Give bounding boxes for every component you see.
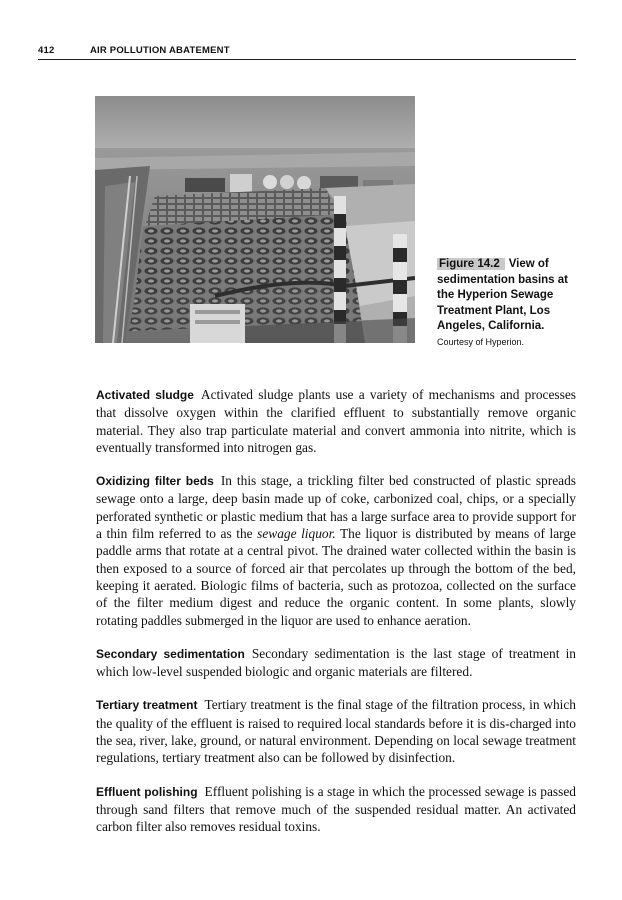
- figure-photo: [95, 96, 415, 343]
- section-heading: Effluent polishing: [96, 784, 198, 799]
- section-emphasis: sewage liquor.: [257, 526, 336, 542]
- page-number: 412: [38, 45, 55, 56]
- body-text: [96, 386, 576, 852]
- section-heading: Secondary sedimentation: [96, 646, 245, 661]
- sedimentation-basins-photo: [95, 96, 415, 343]
- figure-credit: Courtesy of Hyperion.: [437, 336, 525, 347]
- section-text: In this stage, a trickling filter bed constructed of plastic spreads sewage onto a large, deep basin made up of coke, carbonized coal, chips, or a specially perforated synthetic or plastic medium that has a large surface area to provide support for a thin film referred to as the: [96, 473, 577, 542]
- section-heading: Oxidizing filter beds: [96, 474, 214, 489]
- section-heading: Activated sludge: [96, 388, 194, 402]
- figure-caption-text: View of sedimentation basins at the Hyperion Sewage Treatment Plant, Los Angeles, California.: [437, 258, 569, 332]
- figure-caption: [437, 257, 587, 349]
- section-text: Effluent polishing is a stage in which the processed sewage is passed through sand filters that remove much of the suspended residual matter. An activated carbon filter also removes residual toxins.: [96, 783, 576, 835]
- section-effluent-polishing: [96, 783, 576, 836]
- running-header: [38, 45, 576, 60]
- section-heading: Tertiary treatment: [96, 698, 198, 713]
- section-text-continued: The liquor is distributed by means of large paddle arms that rotate at a central pivot. The drained water collected within the basin is then exposed to a source of forced air that percolates up through the bottom of the bed, keeping it aerated. Biologic films of bacteria, such as protozoa, collected on the surface of the filter medium digest and reduce the organic content. In some plants, slowly rotating paddles submerged in the liquor are used to enhance aeration.: [96, 526, 576, 628]
- section-activated-sludge: [96, 386, 576, 456]
- section-secondary-sedimentation: [96, 645, 576, 681]
- section-text: Secondary sedimentation is the last stage of treatment in which low-level suspended biologic and organic materials are filtered.: [96, 645, 577, 680]
- section-tertiary-treatment: [96, 696, 576, 766]
- section-oxidizing-filter-beds: [96, 472, 576, 629]
- section-text: Activated sludge plants use a variety of mechanisms and processes that dissolve oxygen within the clarified effluent to substantially remove organic material. They also trap particulate material and convert ammonia into nitrite, which is eventually transformed into nitrogen gas.: [96, 387, 576, 455]
- smokestack-left: [334, 196, 346, 343]
- running-title: AIR POLLUTION ABATEMENT: [90, 45, 230, 56]
- figure-label: Figure 14.2: [437, 258, 505, 270]
- section-text: Tertiary treatment is the final stage of the filtration process, in which the quality of the effluent is raised to required local standards before it is dis-charged into the sea, river, lake, ground, or natural environment. Depending on local sewage treatment regulations, tertiary treatment also can be followed by disinfection.: [96, 697, 576, 766]
